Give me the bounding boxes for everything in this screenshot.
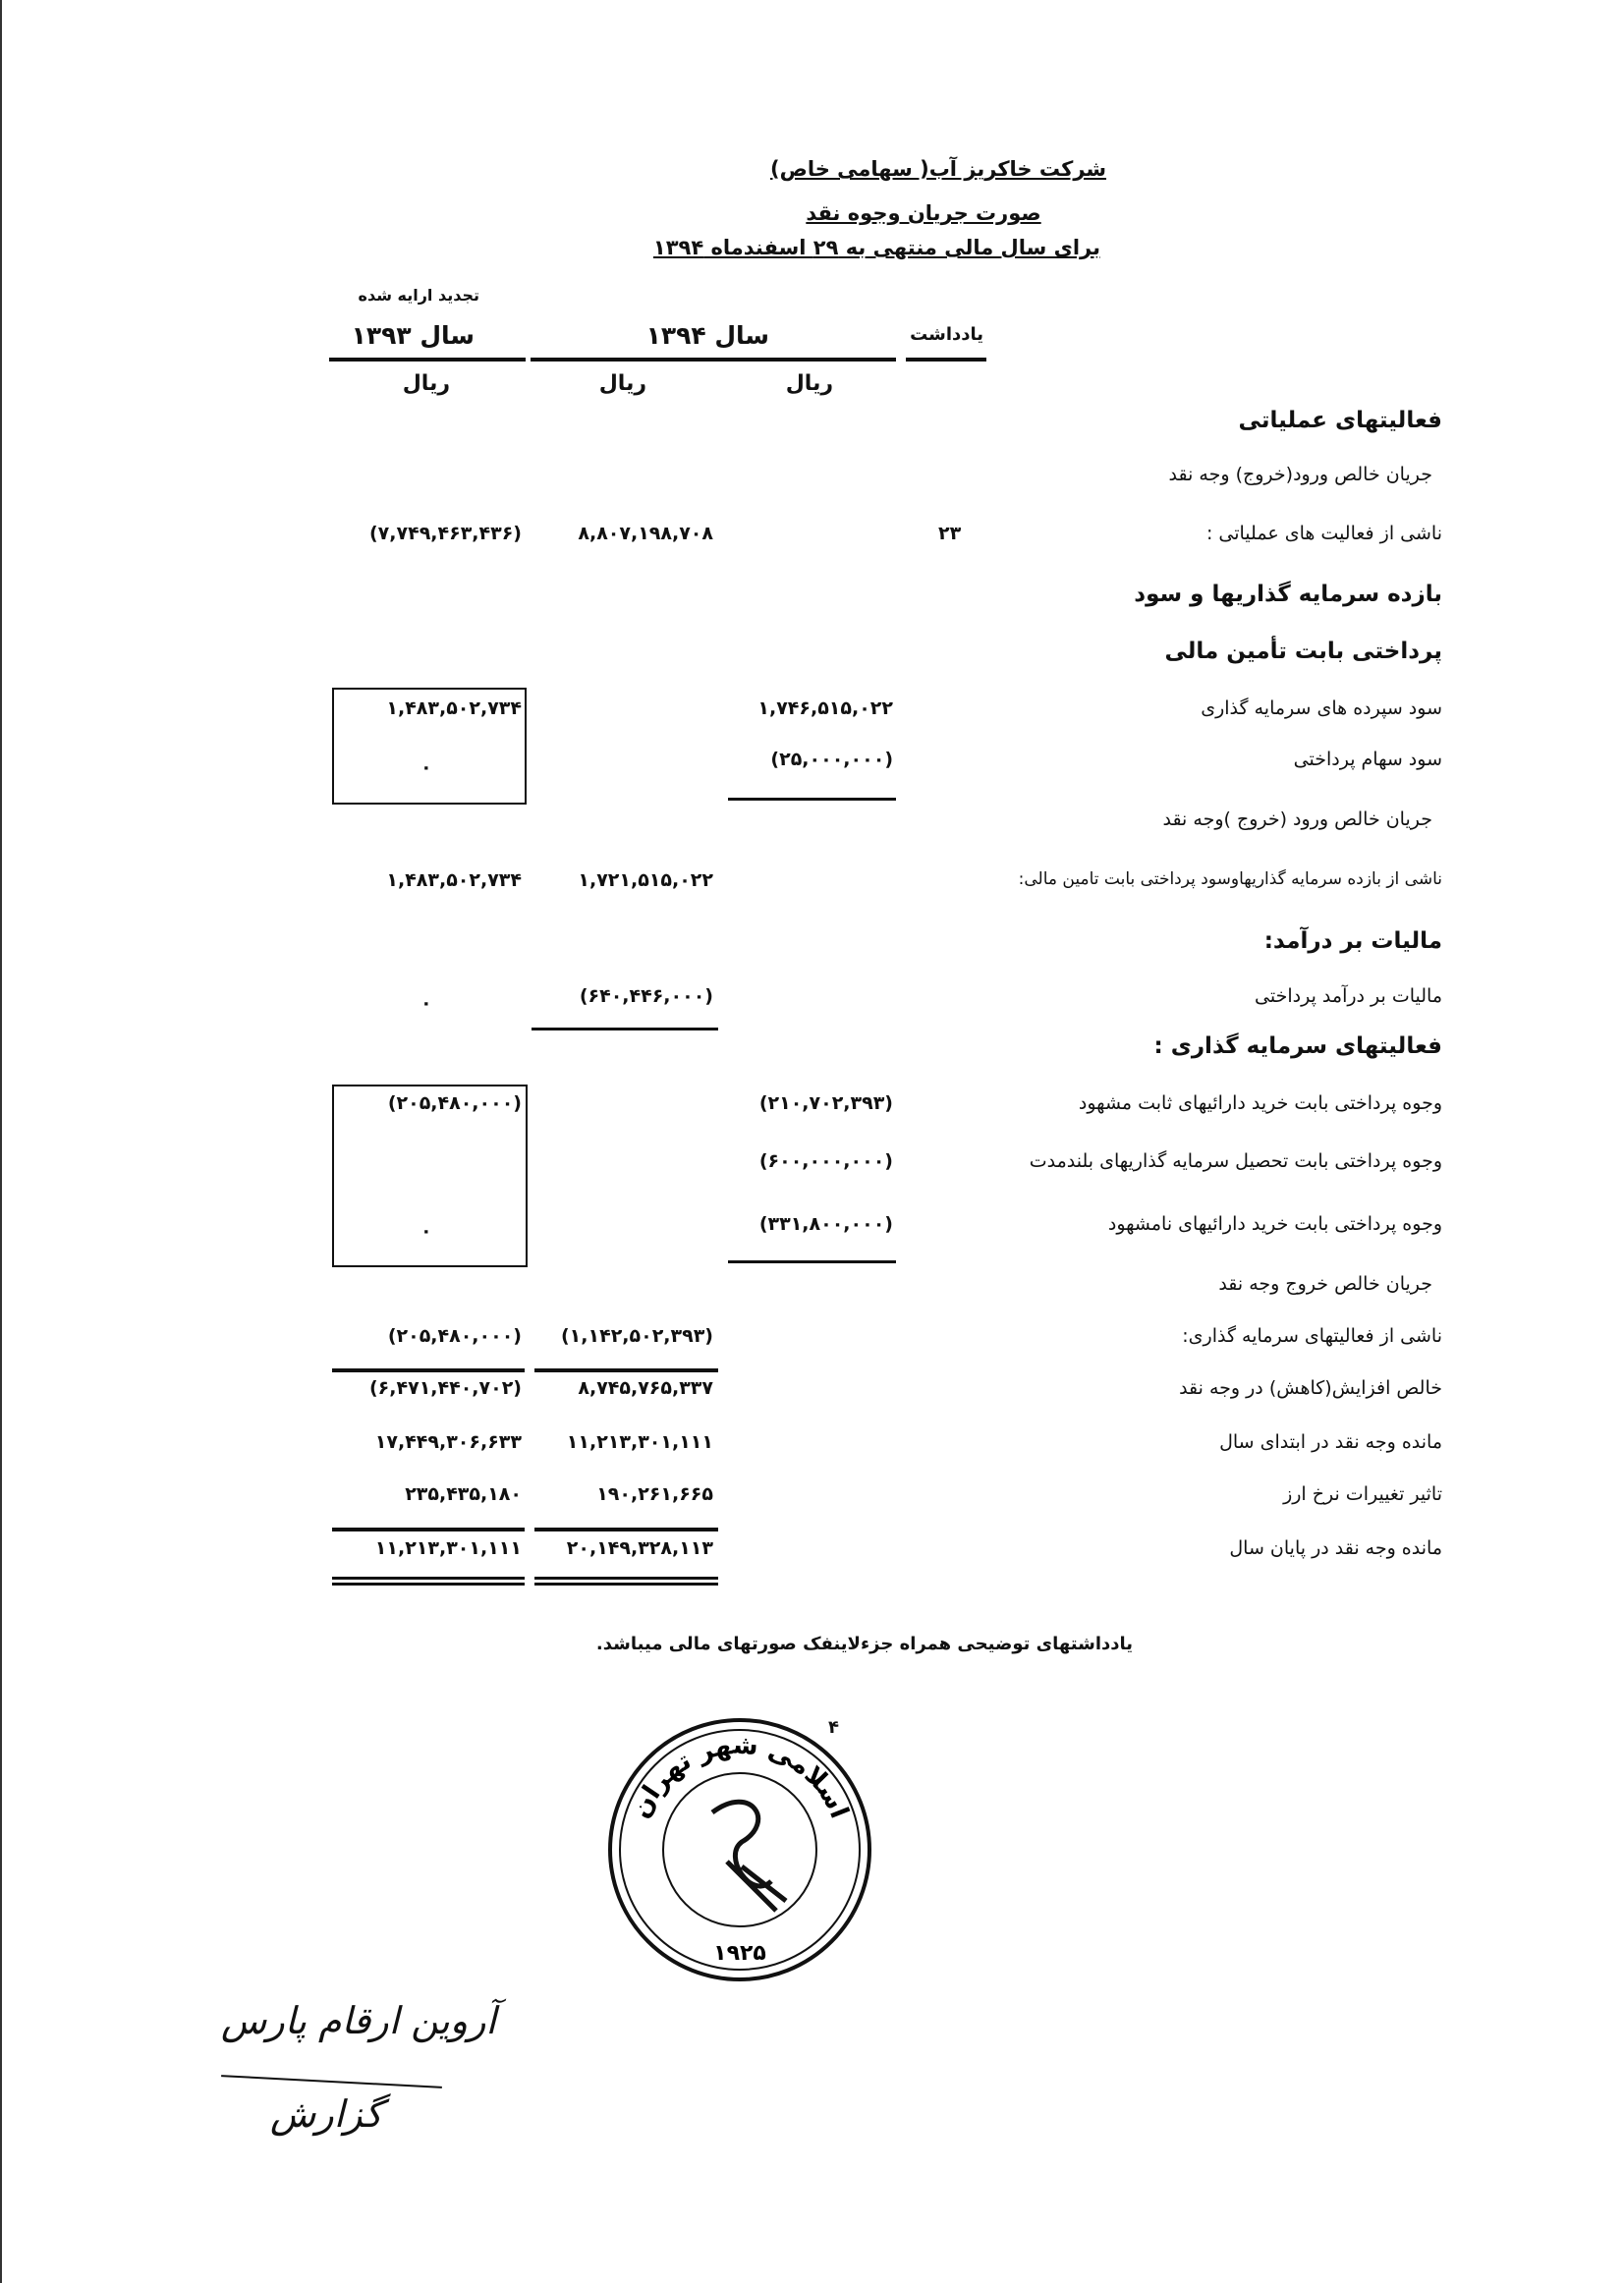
- opening-1394: ۱۱,۲۱۳,۳۰۱,۱۱۱: [566, 1431, 713, 1453]
- signature-rule: [221, 2075, 442, 2088]
- double-rule: [332, 1577, 525, 1580]
- net-change-label: خالص افزایش(کاهش) در وجه نقد: [1179, 1377, 1442, 1399]
- double-rule: [332, 1583, 525, 1586]
- investing-from-label: ناشی از فعالیتهای سرمایه گذاری:: [1182, 1325, 1442, 1347]
- returns-from-label: ناشی از بازده سرمایه گذاریهاوسود پرداختی بابت تامین مالی:: [1018, 869, 1442, 889]
- closing-label: مانده وجه نقد در پایان سال: [1229, 1537, 1442, 1559]
- intangible-label: وجوه پرداختی بابت خرید دارائیهای نامشهود: [1107, 1213, 1442, 1235]
- deposit-interest-label: سود سپرده های سرمایه گذاری: [1201, 697, 1442, 719]
- closing-1393: ۱۱,۲۱۳,۳۰۱,۱۱۱: [374, 1537, 522, 1559]
- dividends-label: سود سهام پرداختی: [1293, 749, 1442, 770]
- year-1394-header: سال ۱۳۹۴: [645, 321, 769, 350]
- financing-heading: پرداختی بابت تأمین مالی: [1164, 639, 1442, 664]
- operating-from-label: ناشی از فعالیت های عملیاتی :: [1205, 523, 1442, 544]
- subtotal-rule: [728, 1260, 896, 1263]
- intangible-1394: (۳۳۱,۸۰۰,۰۰۰): [758, 1213, 893, 1235]
- net-change-1394: ۸,۷۴۵,۷۶۵,۳۳۷: [578, 1377, 713, 1399]
- deposit-interest-1393: ۱,۴۸۳,۵۰۲,۷۳۴: [386, 697, 522, 719]
- investing-heading: فعالیتهای سرمایه گذاری :: [1153, 1033, 1442, 1059]
- returns-1393: ۱,۴۸۳,۵۰۲,۷۳۴: [386, 869, 522, 891]
- tangible-1394: (۲۱۰,۷۰۲,۳۹۳): [758, 1092, 893, 1114]
- total-rule: [332, 1528, 525, 1531]
- tax-heading: مالیات بر درآمد:: [1263, 928, 1442, 954]
- page-number: ۴: [828, 1717, 839, 1738]
- total-rule: [534, 1528, 718, 1531]
- investing-1393: (۲۰۵,۴۸۰,۰۰۰): [387, 1325, 522, 1347]
- opening-1393: ۱۷,۴۴۹,۳۰۶,۶۳۳: [374, 1431, 522, 1453]
- fx-effect-label: تاثیر تغییرات نرخ ارز: [1283, 1483, 1442, 1505]
- returns-heading: بازده سرمایه گذاریها و سود: [1134, 582, 1442, 607]
- unit-1394-detail: ریال: [785, 371, 833, 396]
- fx-effect-1394: ۱۹۰,۲۶۱,۶۶۵: [596, 1483, 713, 1505]
- unit-1393: ریال: [402, 371, 450, 396]
- operating-heading: فعالیتهای عملیاتی: [1238, 408, 1442, 433]
- returns-1394: ۱,۷۲۱,۵۱۵,۰۲۲: [578, 869, 713, 891]
- operating-1393: (۷,۷۴۹,۴۶۳,۴۳۶): [369, 523, 522, 544]
- total-rule: [534, 1368, 718, 1372]
- dividends-1394: (۲۵,۰۰۰,۰۰۰): [770, 749, 893, 770]
- note-header: یادداشت: [910, 324, 983, 345]
- signature-firm: آروین ارقام پارس: [221, 1999, 496, 2042]
- restated-label: تجدید ارایه شده: [358, 286, 479, 305]
- fx-effect-1393: ۲۳۵,۴۳۵,۱۸۰: [405, 1483, 522, 1505]
- opening-label: مانده وجه نقد در ابتدای سال: [1219, 1431, 1442, 1453]
- seal-number: ۱۹۲۵: [713, 1941, 766, 1966]
- operating-note: ۲۳: [938, 523, 962, 544]
- tangible-1393: (۲۰۵,۴۸۰,۰۰۰): [387, 1092, 522, 1114]
- longterm-label: وجوه پرداختی بابت تحصیل سرمایه گذاریهای بلندمدت: [1029, 1150, 1442, 1172]
- total-rule: [332, 1368, 525, 1372]
- header-rule: [906, 358, 986, 362]
- year-1393-header: سال ۱۳۹۳: [351, 321, 475, 350]
- tax-paid-1394: (۶۴۰,۴۴۶,۰۰۰): [579, 985, 713, 1007]
- tax-paid-1393: ۰: [420, 992, 432, 1014]
- statement-title: صورت جریان وجوه نقد: [806, 201, 1041, 225]
- subtotal-rule: [532, 1028, 718, 1030]
- longterm-1394: (۶۰۰,۰۰۰,۰۰۰): [758, 1150, 893, 1172]
- signature-report: گزارش: [270, 2092, 383, 2136]
- unit-1394-total: ریال: [598, 371, 646, 396]
- period-title: برای سال مالی منتهی به ۲۹ اسفندماه ۱۳۹۴: [652, 236, 1100, 259]
- deposit-interest-1394: ۱,۷۴۶,۵۱۵,۰۲۲: [757, 697, 893, 719]
- official-seal: [604, 1714, 875, 1985]
- header-rule: [329, 358, 526, 362]
- investing-flow-label: جریان خالص خروج وجه نقد: [1218, 1273, 1432, 1295]
- scan-edge: [0, 0, 2, 2283]
- operating-flow-label: جریان خالص ورود(خروج) وجه نقد: [1168, 464, 1432, 485]
- tax-paid-label: مالیات بر درآمد پرداختی: [1255, 985, 1442, 1007]
- closing-1394: ۲۰,۱۴۹,۳۲۸,۱۱۳: [566, 1537, 713, 1559]
- tangible-label: وجوه پرداختی بابت خرید دارائیهای ثابت مشهود: [1078, 1092, 1442, 1114]
- seal-text: اسلامی شهر تهران: [626, 1730, 855, 1823]
- company-name: شرکت خاکریز آب( سهامی خاص): [769, 157, 1107, 181]
- returns-flow-label: جریان خالص ورود (خروج )وجه نقد: [1162, 808, 1432, 830]
- svg-text:اسلامی شهر تهران: [626, 1731, 854, 1823]
- footer-note: یادداشتهای توضیحی همراه جزءلاینفک صورتهای مالی میباشد.: [595, 1634, 1133, 1654]
- subtotal-rule: [728, 798, 896, 801]
- operating-1394: ۸,۸۰۷,۱۹۸,۷۰۸: [578, 523, 713, 544]
- double-rule: [534, 1583, 718, 1586]
- intangible-1393: ۰: [420, 1220, 432, 1242]
- seal-emblem-icon: [712, 1802, 786, 1911]
- double-rule: [534, 1577, 718, 1580]
- investing-1394: (۱,۱۴۲,۵۰۲,۳۹۳): [561, 1325, 713, 1347]
- header-rule: [531, 358, 896, 362]
- dividends-1393: ۰: [420, 756, 432, 778]
- net-change-1393: (۶,۴۷۱,۴۴۰,۷۰۲): [369, 1377, 522, 1399]
